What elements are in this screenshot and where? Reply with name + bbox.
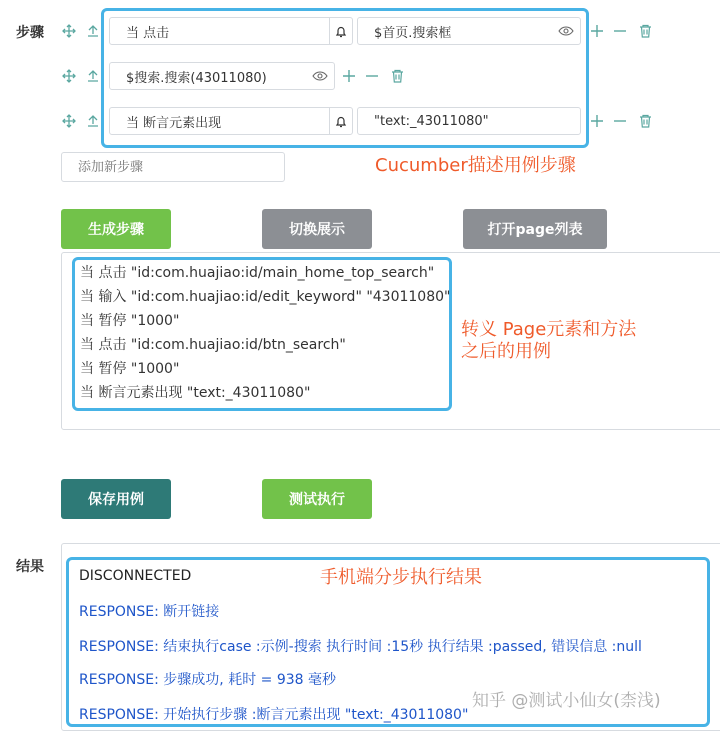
annotation-cucumber: Cucumber描述用例步骤 <box>375 155 576 176</box>
save-case-button[interactable]: 保存用例 <box>61 479 171 519</box>
step-1-action-text: 当 点击 <box>126 25 170 41</box>
case-line: 当 点击 "id:com.huajiao:id/main_home_top_search" <box>80 265 435 281</box>
annotation-result: 手机端分步执行结果 <box>320 567 482 588</box>
annotation-page-line1: 转义 Page元素和方法 <box>461 319 637 340</box>
step-3-action-text: 当 断言元素出现 <box>126 115 222 131</box>
result-line: RESPONSE: 开始执行步骤 :断言元素出现 "text:_43011080" <box>79 707 469 723</box>
result-line: RESPONSE: 结束执行case :示例-搜索 执行时间 :15秒 执行结果 :passed, 错误信息 :null <box>79 639 642 655</box>
move-up-icon[interactable] <box>85 113 101 129</box>
move-up-icon[interactable] <box>85 23 101 39</box>
case-line: 当 暂停 "1000" <box>80 313 180 329</box>
drag-move-icon[interactable] <box>61 113 77 129</box>
annotation-page-line2: 之后的用例 <box>461 341 551 362</box>
run-test-button[interactable]: 测试执行 <box>262 479 372 519</box>
step-3-target-text: "text:_43011080" <box>374 113 489 129</box>
step-1-target-text: $首页.搜索框 <box>374 25 452 41</box>
result-label: 结果 <box>16 559 44 575</box>
result-line: RESPONSE: 断开链接 <box>79 604 220 620</box>
result-line: RESPONSE: 步骤成功, 耗时 = 938 毫秒 <box>79 672 336 688</box>
trash-icon[interactable] <box>637 23 653 39</box>
remove-step-icon[interactable] <box>612 113 628 129</box>
move-up-icon[interactable] <box>85 68 101 84</box>
case-line: 当 点击 "id:com.huajiao:id/btn_search" <box>80 337 346 353</box>
step-2-action-text: $搜索.搜索(43011080) <box>126 70 267 86</box>
drag-move-icon[interactable] <box>61 68 77 84</box>
new-step-input[interactable] <box>61 152 285 182</box>
watermark: 知乎 @测试小仙女(柰浅) <box>472 691 661 711</box>
steps-highlight-box <box>101 8 589 148</box>
add-step-icon[interactable] <box>589 113 605 129</box>
generate-steps-button[interactable]: 生成步骤 <box>61 209 171 249</box>
drag-move-icon[interactable] <box>61 23 77 39</box>
case-line: 当 输入 "id:com.huajiao:id/edit_keyword" "43011080" <box>80 289 451 305</box>
result-status: DISCONNECTED <box>79 568 192 584</box>
open-page-list-button[interactable]: 打开page列表 <box>463 209 607 249</box>
toggle-display-button[interactable]: 切换展示 <box>262 209 372 249</box>
case-line: 当 断言元素出现 "text:_43011080" <box>80 385 311 401</box>
steps-label: 步骤 <box>16 25 44 41</box>
add-step-icon[interactable] <box>589 23 605 39</box>
case-line: 当 暂停 "1000" <box>80 361 180 377</box>
case-highlight-box <box>72 257 452 411</box>
trash-icon[interactable] <box>637 113 653 129</box>
remove-step-icon[interactable] <box>612 23 628 39</box>
